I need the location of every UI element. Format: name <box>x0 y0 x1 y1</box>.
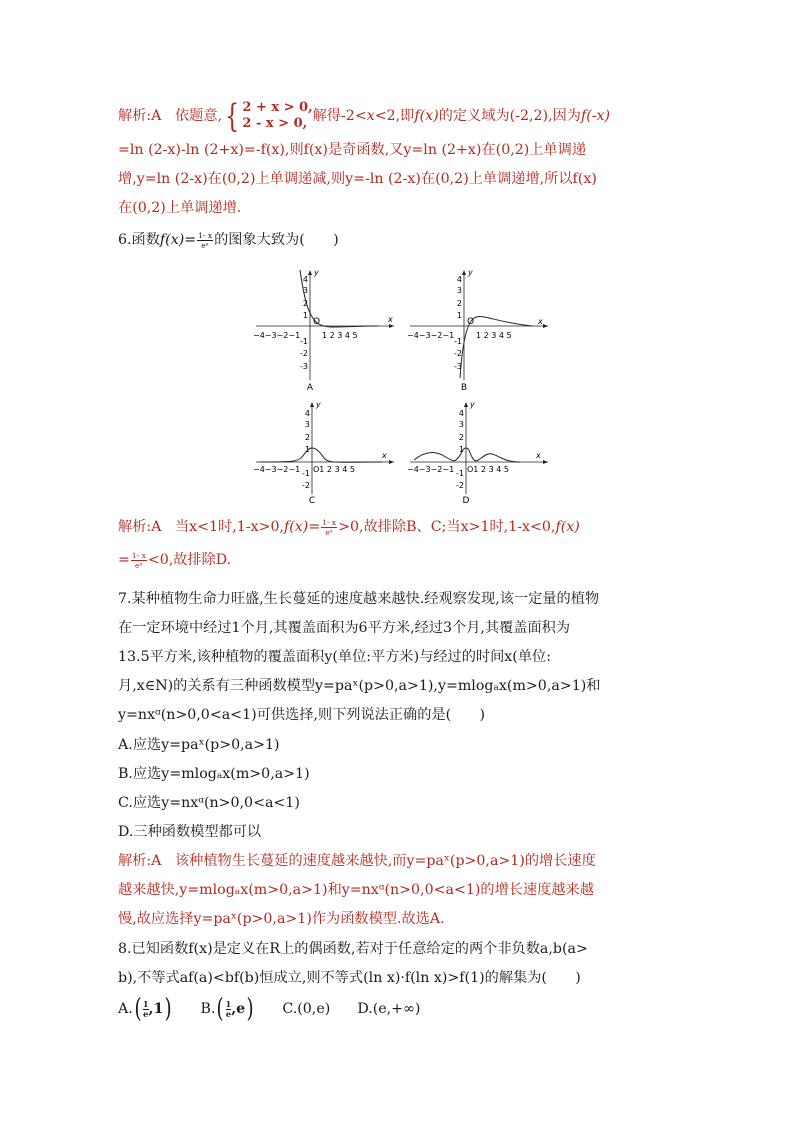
graph-d-x-ticks-neg: −4−3−2−1 <box>407 465 455 474</box>
graph-b-y-tick: 2 <box>456 299 462 308</box>
graph-b-y-tick: 1 <box>456 311 462 320</box>
graph-d-x-label: x <box>536 451 541 460</box>
graph-b-origin: O <box>467 317 475 327</box>
graph-a-y-tick: -2 <box>300 349 308 358</box>
graph-b-y-tick: 4 <box>456 275 462 284</box>
q8-options <box>118 994 421 1024</box>
q5-text-f: 的定义域为(-2,2),因为 <box>438 108 581 124</box>
q8-opt-a-pre: A. <box>118 1001 133 1017</box>
q7-line-4: 月,x∈N)的关系有三种函数模型y=paˣ(p>0,a>1),y=mlogₐx(m>0,a>1)和 <box>118 678 601 694</box>
q5-analysis-line-1 <box>118 97 611 135</box>
graph-c <box>250 400 400 510</box>
q6-stem-fraction <box>197 231 213 250</box>
q7-analysis-line-1 <box>118 851 596 871</box>
q6-ana-a: 当 <box>174 519 190 535</box>
graph-d-y-label: y <box>470 400 475 409</box>
q5-text-a: 依题意, <box>174 108 223 124</box>
graph-d <box>404 400 554 510</box>
graph-d-y-tick: 2 <box>458 433 464 442</box>
graph-d-label: D <box>462 496 470 506</box>
graph-b-label: B <box>460 383 468 393</box>
graph-a-x-ticks-pos: 1 2 3 4 5 <box>322 331 358 340</box>
q6-ana-fraction-2 <box>131 551 147 570</box>
q7-option-d: D.三种函数模型都可以 <box>118 824 262 840</box>
graph-d-y-tick: 4 <box>458 409 464 418</box>
q6-ana-frac-num: 1- x <box>131 550 146 560</box>
graph-d-curve <box>414 448 520 462</box>
graph-c-curve <box>260 448 382 462</box>
q6-analysis-line-1 <box>118 517 580 537</box>
q6-ana-c: f(x)= <box>284 519 321 535</box>
q8-option-a: A.( $\frac{1}{e},1$) <box>118 994 172 1024</box>
q6-stem-c: 的图象大致为( ) <box>214 232 339 248</box>
graph-c-y-tick: 4 <box>304 409 310 418</box>
q8-opt-b-pre: B. <box>200 1001 216 1017</box>
q5-analysis-label: 解析:A <box>118 108 162 124</box>
q5-text-g: f(-x) <box>580 108 611 124</box>
graph-b-x-label: x <box>538 317 543 326</box>
graph-a-y-tick: 1 <box>302 311 308 320</box>
q6-analysis-label: 解析:A <box>118 519 162 535</box>
q6-ana-frac-den: eˣ <box>325 527 333 537</box>
graph-b-y-label: y <box>468 268 473 277</box>
graph-a-curve <box>300 270 378 327</box>
graph-a-y-tick: 2 <box>302 299 308 308</box>
q5-text-d: <2,即 <box>374 108 415 124</box>
q5-text-b: 解得-2< <box>312 108 367 124</box>
q7-analysis-line-3: 慢,故应选择y=paˣ(p>0,a>1)作为函数模型.故选A. <box>118 911 445 927</box>
q6-ana-d: >0,故排除B、C;当 <box>338 519 461 535</box>
q8-opt-b-num: 1 <box>225 998 232 1009</box>
q6-analysis-line-2 <box>118 550 231 570</box>
q6-stem-b: f(x)= <box>159 232 197 248</box>
q5-sys-row-1: 2 + x > 0, <box>242 100 313 115</box>
q6-ana-fraction-1 <box>321 518 337 537</box>
graph-c-x-ticks-pos: O1 2 3 4 5 <box>313 465 355 474</box>
q7-line-5: y=nxᵅ(n>0,0<a<1)可供选择,则下列说法正确的是( ) <box>118 707 486 723</box>
q5-text-e: f(x) <box>414 108 439 124</box>
graph-a-y-tick: 4 <box>302 275 308 284</box>
graph-d-y-tick: -1 <box>456 469 464 478</box>
graph-a-label: A <box>306 383 314 393</box>
q7-line-3: 13.5平方米,该种植物的覆盖面积y(单位:平方米)与经过的时间x(单位: <box>118 649 551 665</box>
graph-c-x-label: x <box>382 451 387 460</box>
q6-ana-h: <0,故排除D. <box>147 552 232 568</box>
q6-ana-f: f(x) <box>555 519 580 535</box>
q8-opt-a-post: ,1 <box>148 1001 164 1017</box>
q7-line-1: 7.某种植物生命力旺盛,生长蔓延的速度越来越快.经观察发现,该一定量的植物 <box>118 591 600 607</box>
q6-stem-a: 6.函数 <box>118 232 160 248</box>
graph-b-x-ticks-pos: 1 2 3 4 5 <box>476 331 512 340</box>
q7-option-c: C.应选y=nxᵅ(n>0,0<a<1) <box>118 795 300 811</box>
graph-b-y-ticks <box>454 275 462 371</box>
q7-analysis-line-2: 越来越快,y=mlogₐx(m>0,a>1)和y=nxᵅ(n>0,0<a<1)的增长速度越来越 <box>118 882 594 898</box>
graph-b-y-tick: -2 <box>454 349 462 358</box>
q7-option-b: B.应选y=mlogₐx(m>0,a>1) <box>118 766 310 782</box>
q6-ana-g: = <box>118 552 130 568</box>
q6-ana-b: x<1时,1-x>0, <box>189 519 284 535</box>
graph-b <box>404 268 554 398</box>
graph-b-y-tick: -3 <box>454 362 462 371</box>
graph-a-x-ticks-neg: −4−3−2−1 <box>253 331 301 340</box>
graph-b-y-tick: -1 <box>454 337 462 346</box>
graph-a-y-label: y <box>314 268 319 277</box>
q8-opt-a-num: 1 <box>142 998 149 1009</box>
graph-d-x-ticks-pos: O1 2 3 4 5 <box>467 465 509 474</box>
graph-a <box>250 268 400 398</box>
q5-inequality-system: { 2 + x > 0, 2 - x > 0, <box>225 97 313 135</box>
q7-ana-1: 该种植物生长蔓延的速度越来越快,而y=paˣ(p>0,a>1)的增长速度 <box>174 853 596 869</box>
graph-a-origin: O <box>313 317 321 327</box>
q6-ana-frac-num: 1- x <box>322 517 337 527</box>
graph-a-y-tick: -1 <box>300 337 308 346</box>
graph-d-y-tick: 3 <box>458 420 464 429</box>
q5-analysis-line-4: 在(0,2)上单调递增. <box>118 200 242 216</box>
q8-opt-b-den: e <box>225 1008 231 1019</box>
graph-b-y-tick: 3 <box>456 286 462 295</box>
q5-text-c: x <box>366 108 375 124</box>
graph-a-y-tick: 3 <box>302 286 308 295</box>
q5-sys-row-2: 2 - x > 0, <box>242 116 308 131</box>
graph-a-x-label: x <box>388 315 393 324</box>
q7-analysis-label: 解析:A <box>118 853 162 869</box>
q6-frac-den: eˣ <box>201 240 209 250</box>
graph-c-x-ticks-neg: −4−3−2−1 <box>253 465 301 474</box>
q8-line-1: 8.已知函数f(x)是定义在R上的偶函数,若对于任意给定的两个非负数a,b(a> <box>118 941 588 957</box>
q6-ana-frac-den: eˣ <box>135 560 143 570</box>
graph-a-y-tick: -3 <box>300 362 308 371</box>
graph-c-y-tick: 1 <box>304 445 310 454</box>
q8-option-d: D.(e,+∞) <box>357 1001 421 1017</box>
q6-frac-num: 1- x <box>198 230 213 240</box>
q6-stem <box>118 230 339 250</box>
graph-d-y-tick: -2 <box>456 481 464 490</box>
q8-line-2: b),不等式af(a)<bf(b)恒成立,则不等式(ln x)·f(ln x)>f(1)的解集为( ) <box>118 970 581 986</box>
graph-a-y-ticks <box>300 275 308 371</box>
q5-analysis-line-2: =ln (2-x)-ln (2+x)=-f(x),则f(x)是奇函数,又y=ln (2+x)在(0,2)上单调递 <box>118 142 587 158</box>
q8-option-b: B.( $\frac{1}{e},e$) <box>200 994 254 1024</box>
graph-b-x-ticks-neg: −4−3−2−1 <box>407 331 455 340</box>
q8-opt-b-post: ,e <box>231 1001 246 1017</box>
graph-d-y-tick: 1 <box>458 445 464 454</box>
q6-ana-e: x>1时,1-x<0, <box>460 519 556 535</box>
graph-c-label: C <box>308 496 316 506</box>
q8-option-c: C.(0,e) <box>282 1001 331 1017</box>
q7-option-a: A.应选y=paˣ(p>0,a>1) <box>118 737 280 753</box>
graph-c-y-label: y <box>316 400 321 409</box>
graph-c-y-tick: -1 <box>302 469 310 478</box>
graph-c-y-tick: -2 <box>302 481 310 490</box>
q7-line-2: 在一定环境中经过1个月,其覆盖面积为6平方米,经过3个月,其覆盖面积为 <box>118 620 571 636</box>
q8-opt-a-den: e <box>143 1008 149 1019</box>
graph-c-y-tick: 3 <box>304 420 310 429</box>
graph-c-y-tick: 2 <box>304 433 310 442</box>
q5-analysis-line-3: 增,y=ln (2-x)在(0,2)上单调递减,则y=-ln (2-x)在(0,2)上单调递增,所以f(x) <box>118 171 597 187</box>
